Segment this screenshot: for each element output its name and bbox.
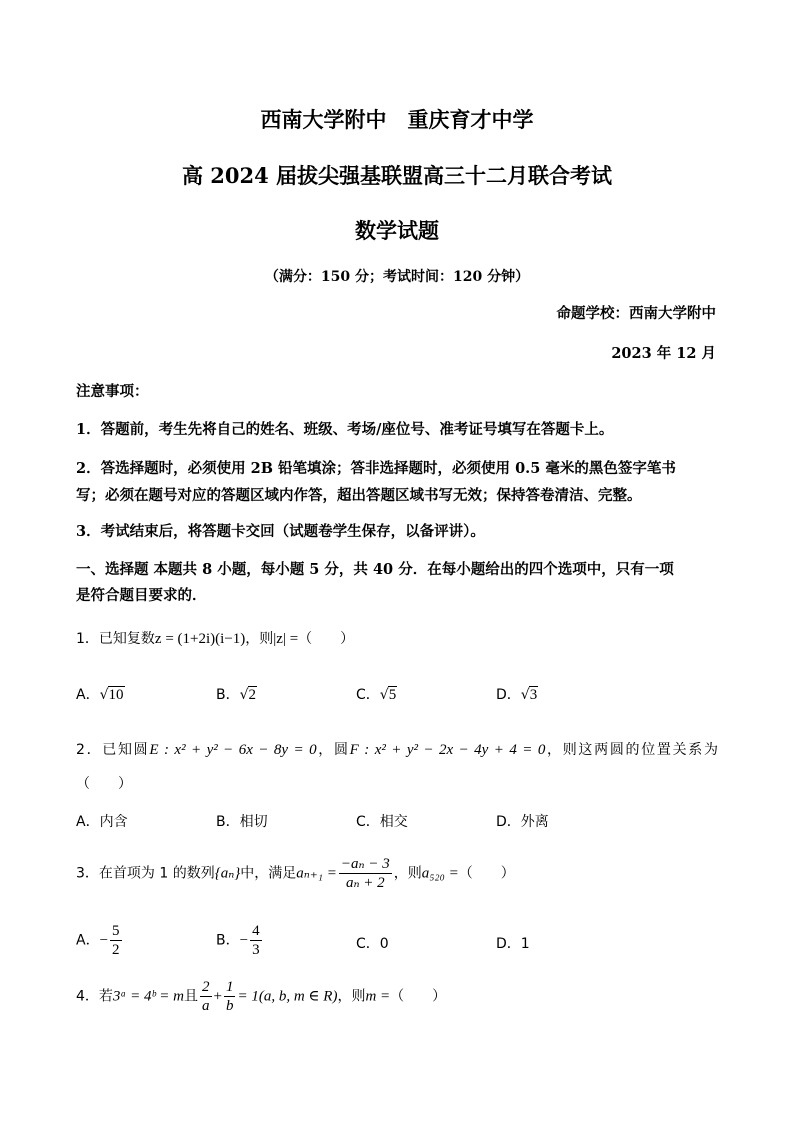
- question-4-mid-2: ，则: [337, 988, 366, 1005]
- option-label: C．: [356, 687, 380, 703]
- fraction-denominator: 2: [112, 942, 120, 958]
- option-label: C．: [356, 936, 380, 952]
- recurrence-fraction: [339, 855, 392, 892]
- option-value: 3: [529, 687, 538, 703]
- question-2-prefix: 2．已知圆: [76, 742, 150, 758]
- question-2-option-d: [496, 811, 549, 831]
- fraction-numerator: 1: [225, 979, 234, 995]
- condition-equation: = 1(a, b, m ∈ R): [237, 988, 338, 1005]
- option-text: 相交: [379, 814, 408, 830]
- question-1-formula-2: |z| =: [273, 631, 299, 647]
- option-sign: −: [239, 932, 249, 949]
- sqrt-icon: √: [239, 687, 249, 703]
- question-4-stem: [76, 978, 446, 1015]
- option-label: D．: [496, 814, 521, 830]
- option-label: D．: [496, 687, 521, 703]
- option-value: 10: [108, 687, 124, 703]
- option-label: A．: [76, 814, 100, 830]
- exam-date: 2023 年 12 月: [611, 345, 716, 362]
- setter-school: 命题学校：西南大学附中: [556, 305, 716, 322]
- question-1-option-d: [496, 684, 538, 704]
- fraction-denominator: aₙ + 2: [345, 875, 385, 891]
- option-text: 外离: [520, 814, 549, 830]
- question-3-option-d: [496, 933, 530, 953]
- fraction-denominator: 3: [252, 942, 260, 958]
- circle-e-equation: E : x² + y² − 6x − 8y = 0: [149, 742, 317, 758]
- question-1-option-b: [216, 684, 257, 704]
- section-1-instructions-line-1: 一、选择题 本题共 8 小题，每小题 5 分，共 40 分．在每小题给出的四个选项中，只有一项: [76, 561, 674, 578]
- option-label: B．: [216, 932, 240, 949]
- notes-title: 注意事项：: [76, 383, 149, 400]
- question-2-option-a: [76, 811, 128, 831]
- question-3-blank: （ ）: [458, 865, 515, 882]
- option-label: D．: [496, 936, 521, 952]
- fraction-denominator: a: [202, 998, 210, 1014]
- fraction-numerator: −aₙ − 3: [340, 856, 390, 872]
- option-label: A．: [76, 932, 100, 949]
- note-item-1: 1．答题前，考生先将自己的姓名、班级、考场/座位号、准考证号填写在答题卡上。: [76, 421, 614, 438]
- sqrt-icon: √: [379, 687, 389, 703]
- question-1-stem: [76, 628, 354, 648]
- exam-name: 高 2024 届拔尖强基联盟高三十二月联合考试: [181, 163, 613, 188]
- option-value: 5: [388, 687, 397, 703]
- question-3-mid: 中，满足: [240, 865, 297, 882]
- option-text: 0: [379, 936, 389, 952]
- question-4-mid: 且: [184, 988, 199, 1005]
- question-2-suffix: ，则这两圆的位置关系为: [545, 742, 718, 758]
- fraction-numerator: 5: [112, 923, 120, 939]
- question-4-prefix: 4．若: [76, 988, 113, 1005]
- question-3-option-b: [216, 922, 264, 959]
- school-names: 西南大学附中 重庆育才中学: [260, 107, 534, 132]
- question-2-blank: （ ）: [76, 776, 132, 792]
- exponent-equation: 3ᵃ = 4ᵇ = m: [112, 988, 185, 1005]
- fraction-1-over-b: [224, 978, 236, 1015]
- question-3-option-a: [76, 922, 124, 959]
- fraction-numerator: 4: [252, 923, 260, 939]
- option-label: B．: [216, 814, 240, 830]
- fraction-2-over-a: [200, 978, 212, 1015]
- question-3-stem: [76, 855, 515, 892]
- question-2-option-c: [356, 811, 408, 831]
- subject-title: 数学试题: [355, 218, 439, 243]
- question-4-blank: （ ）: [390, 988, 447, 1005]
- question-1-prefix: 1．已知复数: [76, 631, 155, 647]
- question-3-prefix: 3．在首项为 1 的数列: [76, 865, 215, 882]
- question-2-mid: ，圆: [316, 742, 350, 758]
- option-sign: −: [99, 932, 109, 949]
- option-text: 相切: [239, 814, 268, 830]
- question-1-formula: z = (1+2i)(i−1): [154, 631, 246, 647]
- note-item-2-line-2: 写；必须在题号对应的答题区域内作答，超出答题区域书写无效；保持答卷清洁、完整。: [76, 487, 642, 504]
- score-time: （满分：150 分；考试时间：120 分钟）: [264, 269, 530, 285]
- question-1-option-a: [76, 684, 125, 704]
- target-m: m =: [365, 988, 391, 1005]
- fraction-denominator: b: [225, 998, 234, 1014]
- question-1-mid: ，则: [245, 631, 274, 647]
- question-3-mid-2: ，则: [393, 865, 422, 882]
- question-2-option-b: [216, 811, 268, 831]
- sqrt-icon: √: [520, 687, 530, 703]
- circle-f-equation: F : x² + y² − 2x − 4y + 4 = 0: [349, 742, 546, 758]
- sqrt-icon: √: [99, 687, 109, 703]
- option-text: 1: [520, 936, 530, 952]
- note-item-2-line-1: 2．答选择题时，必须使用 2B 铅笔填涂；答非选择题时，必须使用 0.5 毫米的黑色签字笔书: [76, 460, 676, 477]
- question-1-blank: （ ）: [298, 631, 355, 647]
- fraction-numerator: 2: [202, 979, 210, 995]
- recurrence-lhs: aₙ₊₁ =: [296, 865, 337, 882]
- question-1-option-c: [356, 684, 397, 704]
- plus-sign: +: [213, 988, 222, 1005]
- option-label: C．: [356, 814, 380, 830]
- sequence-symbol: {aₙ}: [214, 865, 241, 882]
- option-fraction: [250, 922, 262, 959]
- target-term: a₅₂₀ =: [421, 865, 459, 882]
- question-3-option-c: [356, 933, 389, 953]
- option-label: A．: [76, 687, 100, 703]
- option-value: 2: [248, 687, 257, 703]
- option-text: 内含: [99, 814, 128, 830]
- option-fraction: [110, 922, 122, 959]
- note-item-3: 3．考试结束后，将答题卡交回（试题卷学生保存，以备评讲）。: [76, 523, 485, 540]
- option-label: B．: [216, 687, 240, 703]
- question-2-stem-line-1: [76, 739, 718, 759]
- section-1-instructions-line-2: 是符合题目要求的．: [76, 587, 207, 604]
